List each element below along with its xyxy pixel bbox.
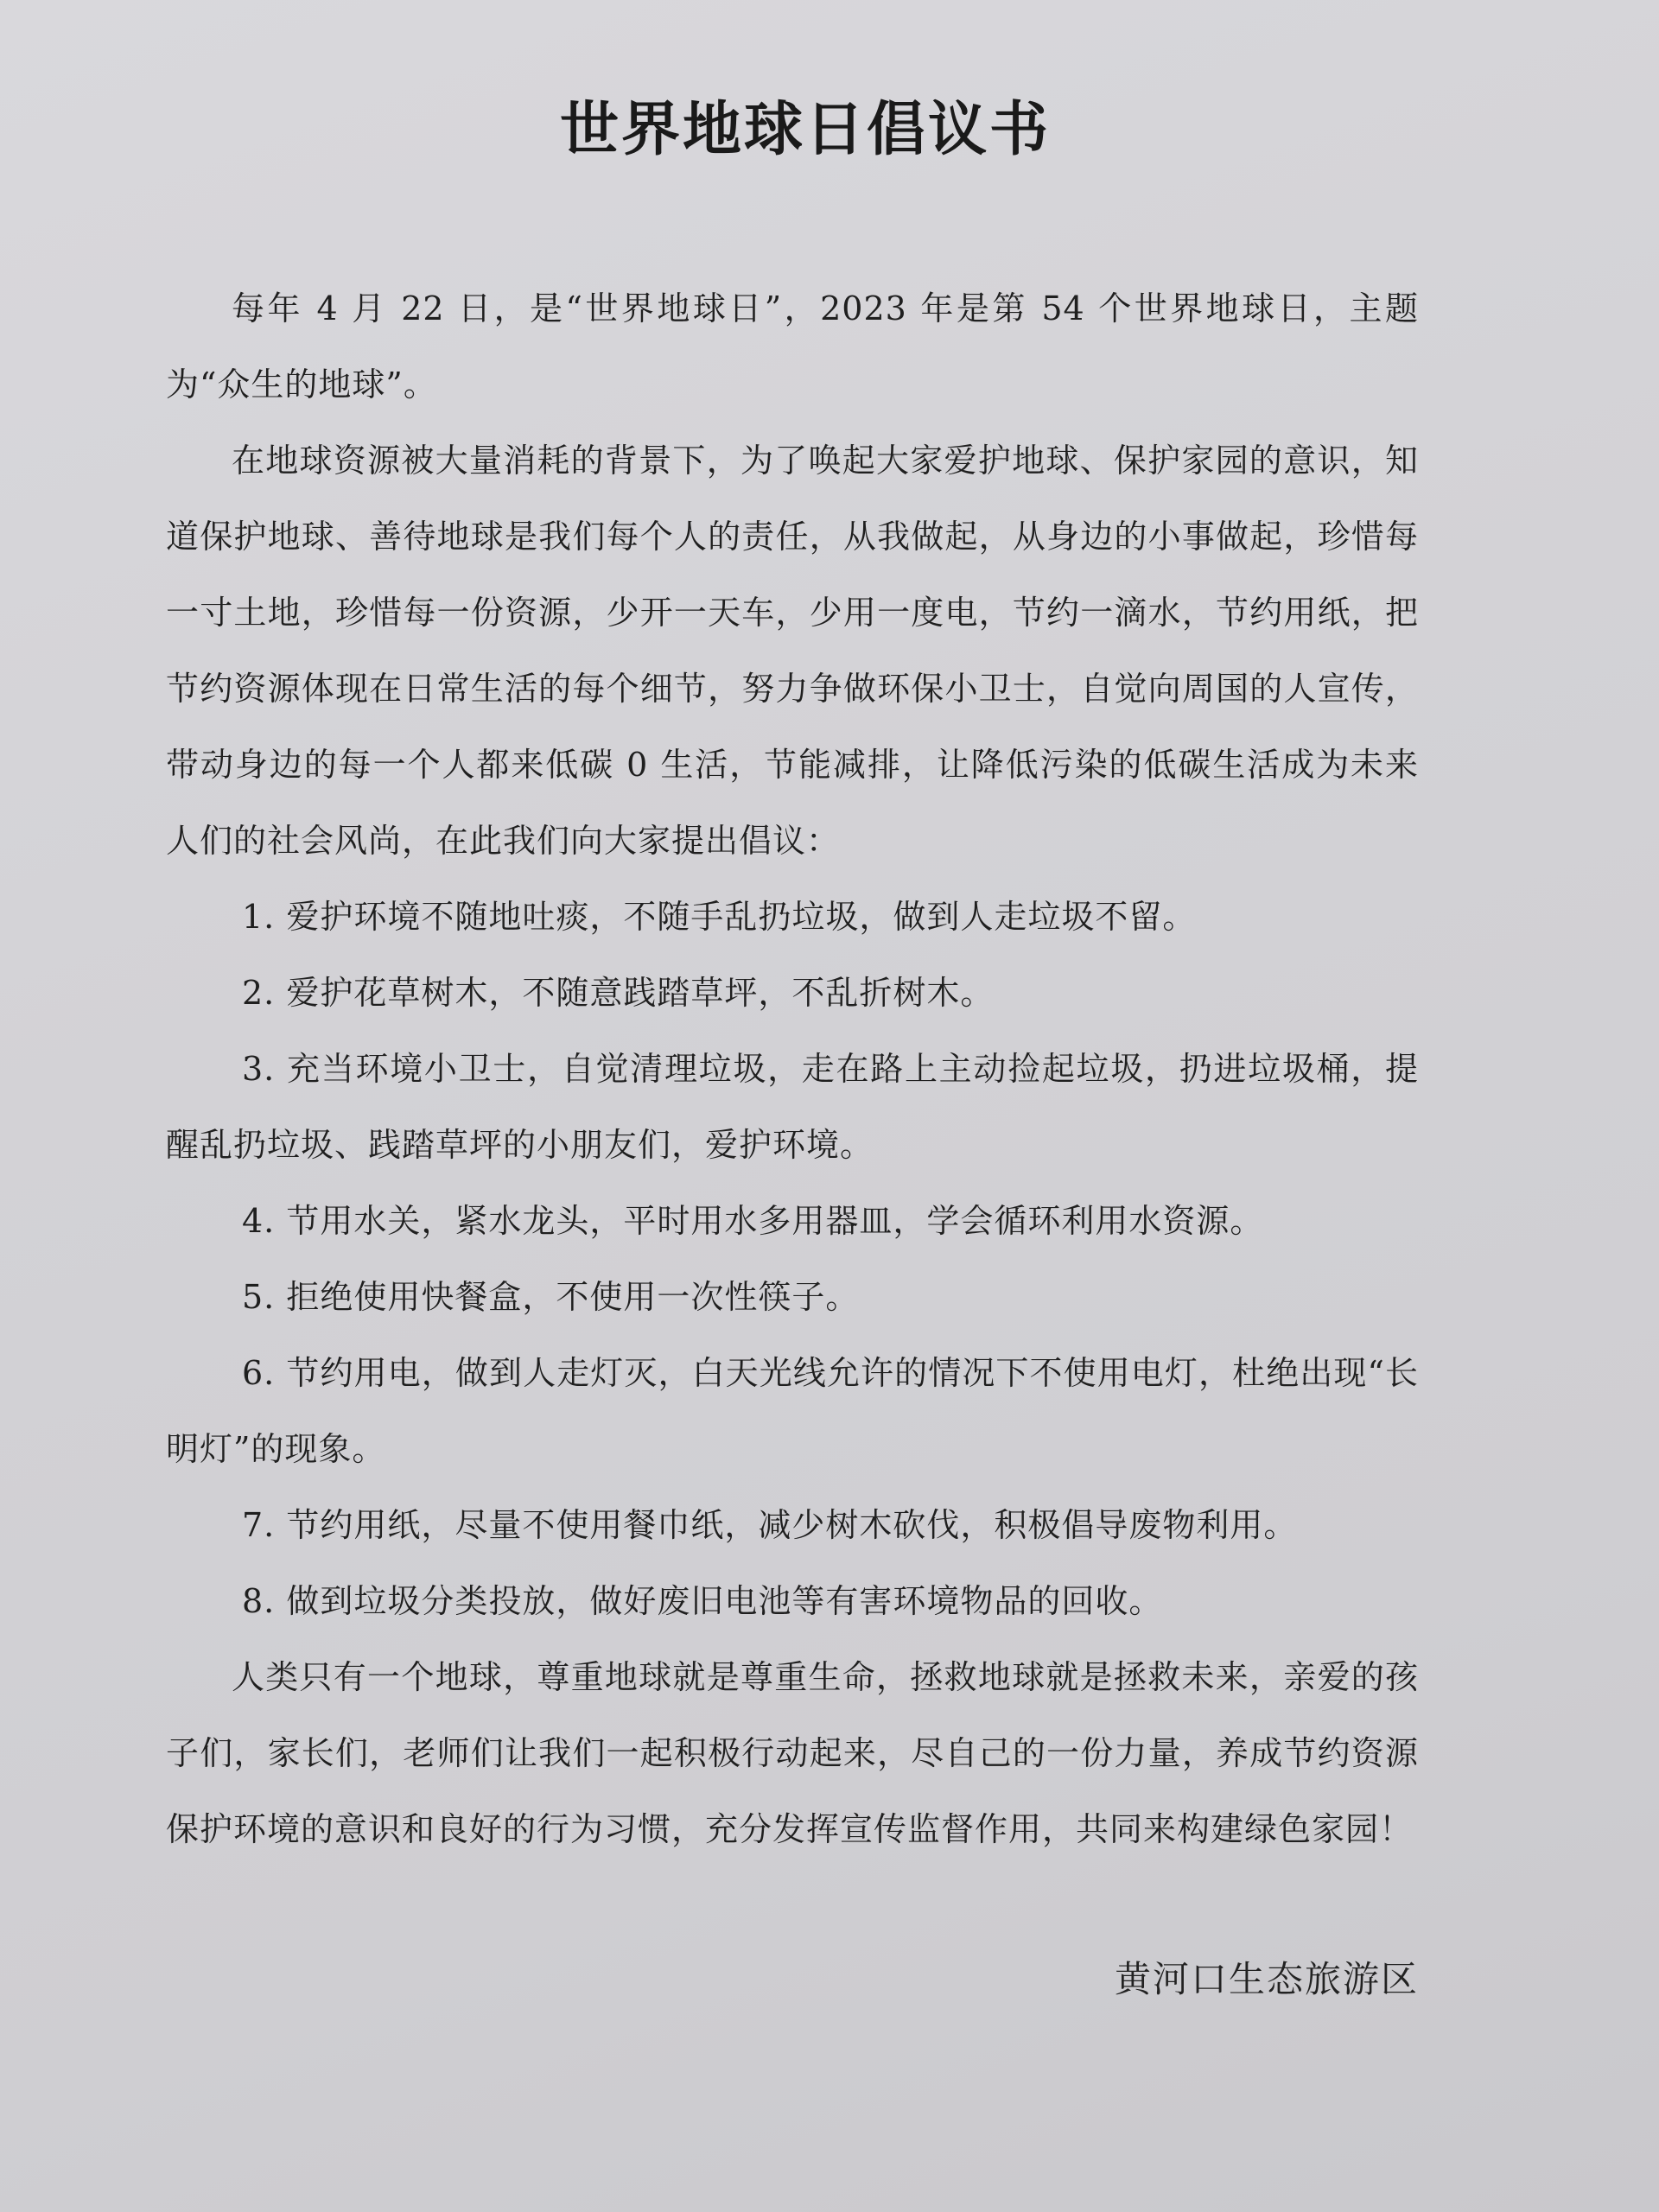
proposal-item-4: 4. 节用水关，紧水龙头，平时用水多用器皿，学会循环利用水资源。 xyxy=(242,1202,1264,1240)
proposal-item-8: 8. 做到垃圾分类投放，做好废旧电池等有害环境物品的回收。 xyxy=(242,1582,1163,1620)
proposal-item-7: 7. 节约用纸，尽量不使用餐巾纸，减少树木砍伐，积极倡导废物利用。 xyxy=(242,1506,1298,1544)
signature-organization: 黄河口生态旅游区 xyxy=(1114,1958,1419,2000)
proposal-item-3: 3. 充当环境小卫士，自觉清理垃圾，走在路上主动捡起垃圾，扔进垃圾桶，提醒乱扔垃圾、践踏草坪的小朋友们，爱护环境。 xyxy=(166,1050,1419,1164)
proposal-item-1: 1. 爱护环境不随地吐痰，不随手乱扔垃圾，做到人走垃圾不留。 xyxy=(242,898,1197,936)
closing-paragraph: 人类只有一个地球，尊重地球就是尊重生命，拯救地球就是拯救未来，亲爱的孩子们，家长们，老师们让我们一起积极行动起来，尽自己的一份力量，养成节约资源保护环境的意识和良好的行为习惯，充分发挥宣传监督作用，共同来构建绿色家园！ xyxy=(166,1658,1419,1848)
document-body xyxy=(166,270,1419,1867)
proposal-item-6: 6. 节约用电，做到人走灯灭，白天光线允许的情况下不使用电灯，杜绝出现“长明灯”的现象。 xyxy=(166,1354,1419,1468)
proposal-item-2: 2. 爱护花草树木，不随意践踏草坪，不乱折树木。 xyxy=(242,974,995,1012)
document-title: 世界地球日倡议书 xyxy=(559,95,1051,164)
intro-paragraph: 每年 4 月 22 日，是“世界地球日”，2023 年是第 54 个世界地球日，主题为“众生的地球”。 xyxy=(166,289,1419,404)
proposal-item-5: 5. 拒绝使用快餐盒，不使用一次性筷子。 xyxy=(242,1278,860,1316)
background-paragraph: 在地球资源被大量消耗的背景下，为了唤起大家爱护地球、保护家园的意识，知道保护地球、善待地球是我们每个人的责任，从我做起，从身边的小事做起，珍惜每一寸土地，珍惜每一份资源，少开一天车，少用一度电，节约一滴水，节约用纸，把节约资源体现在日常生活的每个细节，努力争做环保小卫士，自觉向周国的人宣传，带动身边的每一个人都来低碳 0 生活，节能减排，让降低污染的低碳生活成为未来人们的社会风尚，在此我们向大家提出倡议： xyxy=(166,442,1419,860)
